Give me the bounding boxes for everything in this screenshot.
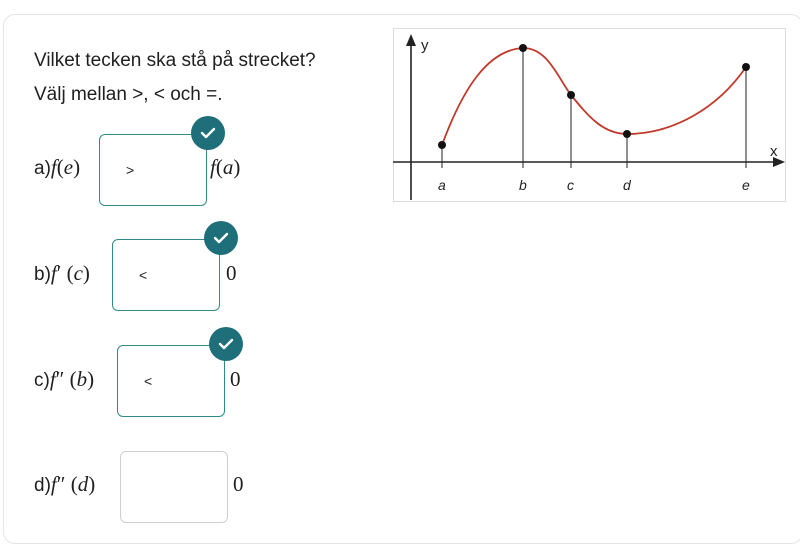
question-d <box>34 472 95 497</box>
check-icon <box>209 327 243 361</box>
rhs-value-b: 0 <box>226 261 237 285</box>
point-d <box>623 130 631 138</box>
prompt-line-2: Välj mellan >, < och =. <box>34 84 223 105</box>
check-icon <box>191 116 225 150</box>
question-label: a) <box>34 158 51 179</box>
question-b <box>34 261 90 286</box>
answer-value: < <box>144 373 153 389</box>
point-a <box>438 141 446 149</box>
lhs-expression: f″ (d) <box>50 472 96 496</box>
answer-value: > <box>126 162 135 178</box>
question-a <box>34 155 80 180</box>
y-axis-label: y <box>421 37 429 54</box>
rhs-value-d: 0 <box>233 472 244 496</box>
question-label: b) <box>34 264 51 285</box>
x-axis-label: x <box>770 143 778 160</box>
check-icon <box>204 221 238 255</box>
answer-value: < <box>139 267 148 283</box>
prompt-line-1: Vilket tecken ska stå på strecket? <box>34 50 316 71</box>
rhs-expression-a: f(a) <box>210 155 241 179</box>
answer-input-b[interactable] <box>112 239 220 311</box>
question-c <box>34 367 94 392</box>
question-label: d) <box>34 475 51 496</box>
label-c: c <box>567 177 574 193</box>
label-a: a <box>438 177 446 193</box>
lhs-expression: f″ (b) <box>49 367 95 391</box>
lhs-expression: f′ (c) <box>50 261 90 285</box>
label-b: b <box>519 177 527 193</box>
function-graph <box>393 28 786 202</box>
label-d: d <box>623 177 631 193</box>
label-e: e <box>742 177 750 193</box>
point-c <box>567 91 575 99</box>
point-e <box>742 63 750 71</box>
point-b <box>519 44 527 52</box>
rhs-value-c: 0 <box>230 367 241 391</box>
answer-input-d[interactable] <box>120 451 228 523</box>
question-label: c) <box>34 370 50 391</box>
answer-input-c[interactable] <box>117 345 225 417</box>
answer-input-a[interactable] <box>99 134 207 206</box>
lhs-expression: f(e) <box>50 155 81 179</box>
